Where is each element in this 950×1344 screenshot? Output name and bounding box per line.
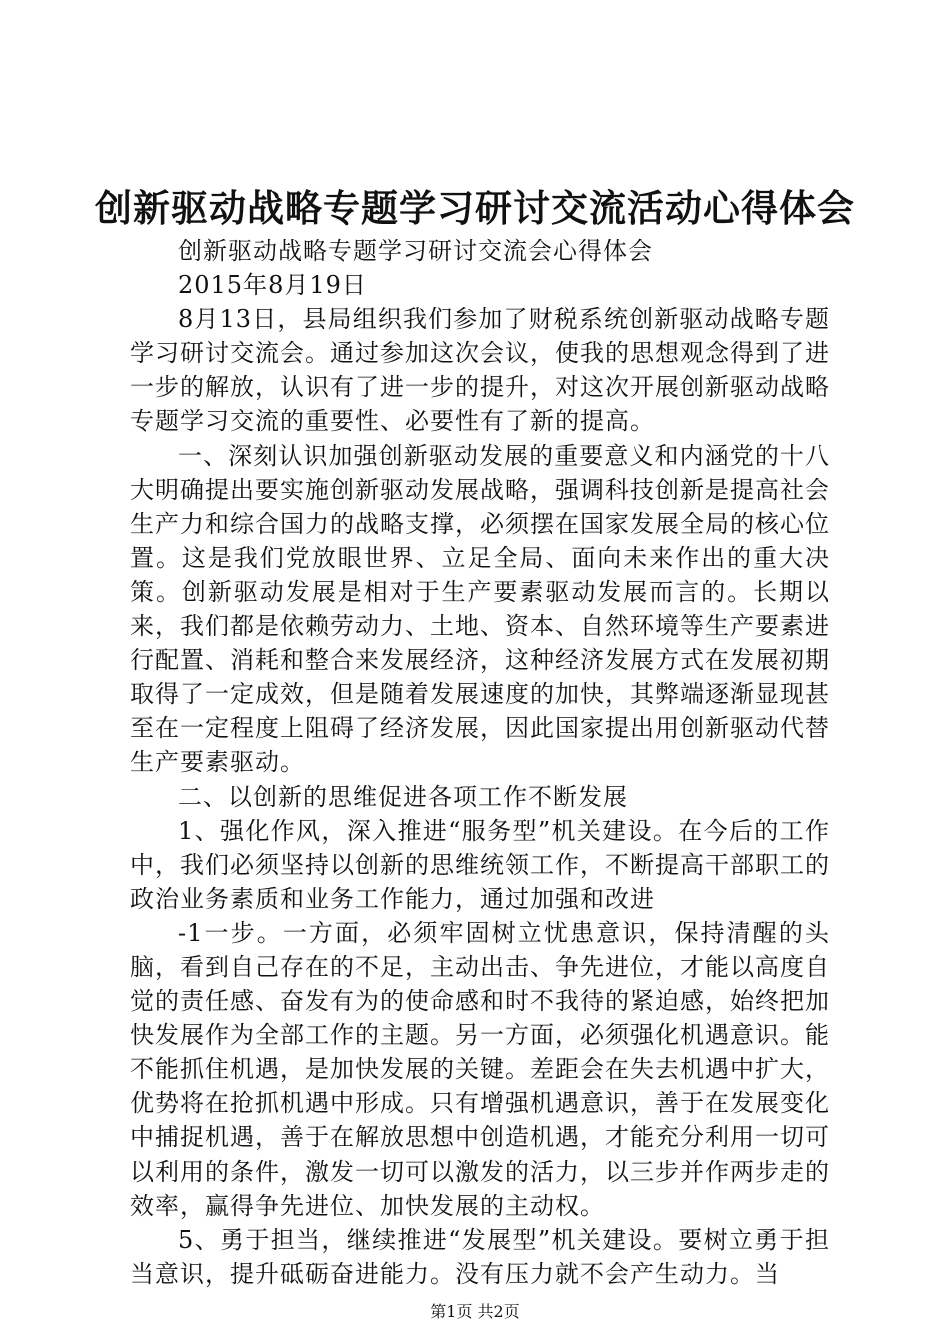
- document-body: [130, 234, 830, 1291]
- document-title: 创新驱动战略专题学习研讨交流活动心得体会: [95, 186, 855, 230]
- page-footer: 第1页 共2页: [430, 1302, 520, 1321]
- body-paragraph: 8月13日，县局组织我们参加了财税系统创新驱动战略专题学习研讨交流会。通过参加这次会议，使我的思想观念得到了进一步的解放，认识有了进一步的提升，对这次开展创新驱动战略专题学习交流的重要性、必要性有了新的提高。: [130, 305, 830, 436]
- section-heading: 二、以创新的思维促进各项工作不断发展: [178, 782, 628, 811]
- body-paragraph: -1一步。一方面，必须牢固树立忧患意识，保持清醒的头脑，看到自己存在的不足，主动出击、争先进位，才能以高度自觉的责任感、奋发有为的使命感和时不我待的紧迫感，始终把加快发展作为全部工作的主题。另一方面，必须强化机遇意识。能不能抓住机遇，是加快发展的关键。差距会在失去机遇中扩大，优势将在抢抓机遇中形成。只有增强机遇意识，善于在发展变化中捕捉机遇，善于在解放思想中创造机遇，才能充分利用一切可以利用的条件，激发一切可以激发的活力，以三步并作两步走的效率，赢得争先进位、加快发展的主动权。: [130, 918, 830, 1220]
- body-paragraph: 5、勇于担当，继续推进“发展型”机关建设。要树立勇于担当意识，提升砥砺奋进能力。没有压力就不会产生动力。当: [130, 1225, 830, 1288]
- body-paragraph: 一、深刻认识加强创新驱动发展的重要意义和内涵党的十八大明确提出要实施创新驱动发展战略，强调科技创新是提高社会生产力和综合国力的战略支撑，必须摆在国家发展全局的核心位置。这是我们党放眼世界、立足全局、面向未来作出的重大决策。创新驱动发展是相对于生产要素驱动发展而言的。长期以来，我们都是依赖劳动力、土地、资本、自然环境等生产要素进行配置、消耗和整合来发展经济，这种经济发展方式在发展初期取得了一定成效，但是随着发展速度的加快，其弊端逐渐显现甚至在一定程度上阻碍了经济发展，因此国家提出用创新驱动代替生产要素驱动。: [130, 441, 830, 777]
- body-paragraph: 1、强化作风，深入推进“服务型”机关建设。在今后的工作中，我们必须坚持以创新的思维统领工作，不断提高干部职工的政治业务素质和业务工作能力，通过加强和改进: [130, 816, 830, 913]
- subtitle-paragraph: 创新驱动战略专题学习研讨交流会心得体会: [178, 237, 653, 265]
- date-paragraph: 2015年8月19日: [178, 271, 367, 300]
